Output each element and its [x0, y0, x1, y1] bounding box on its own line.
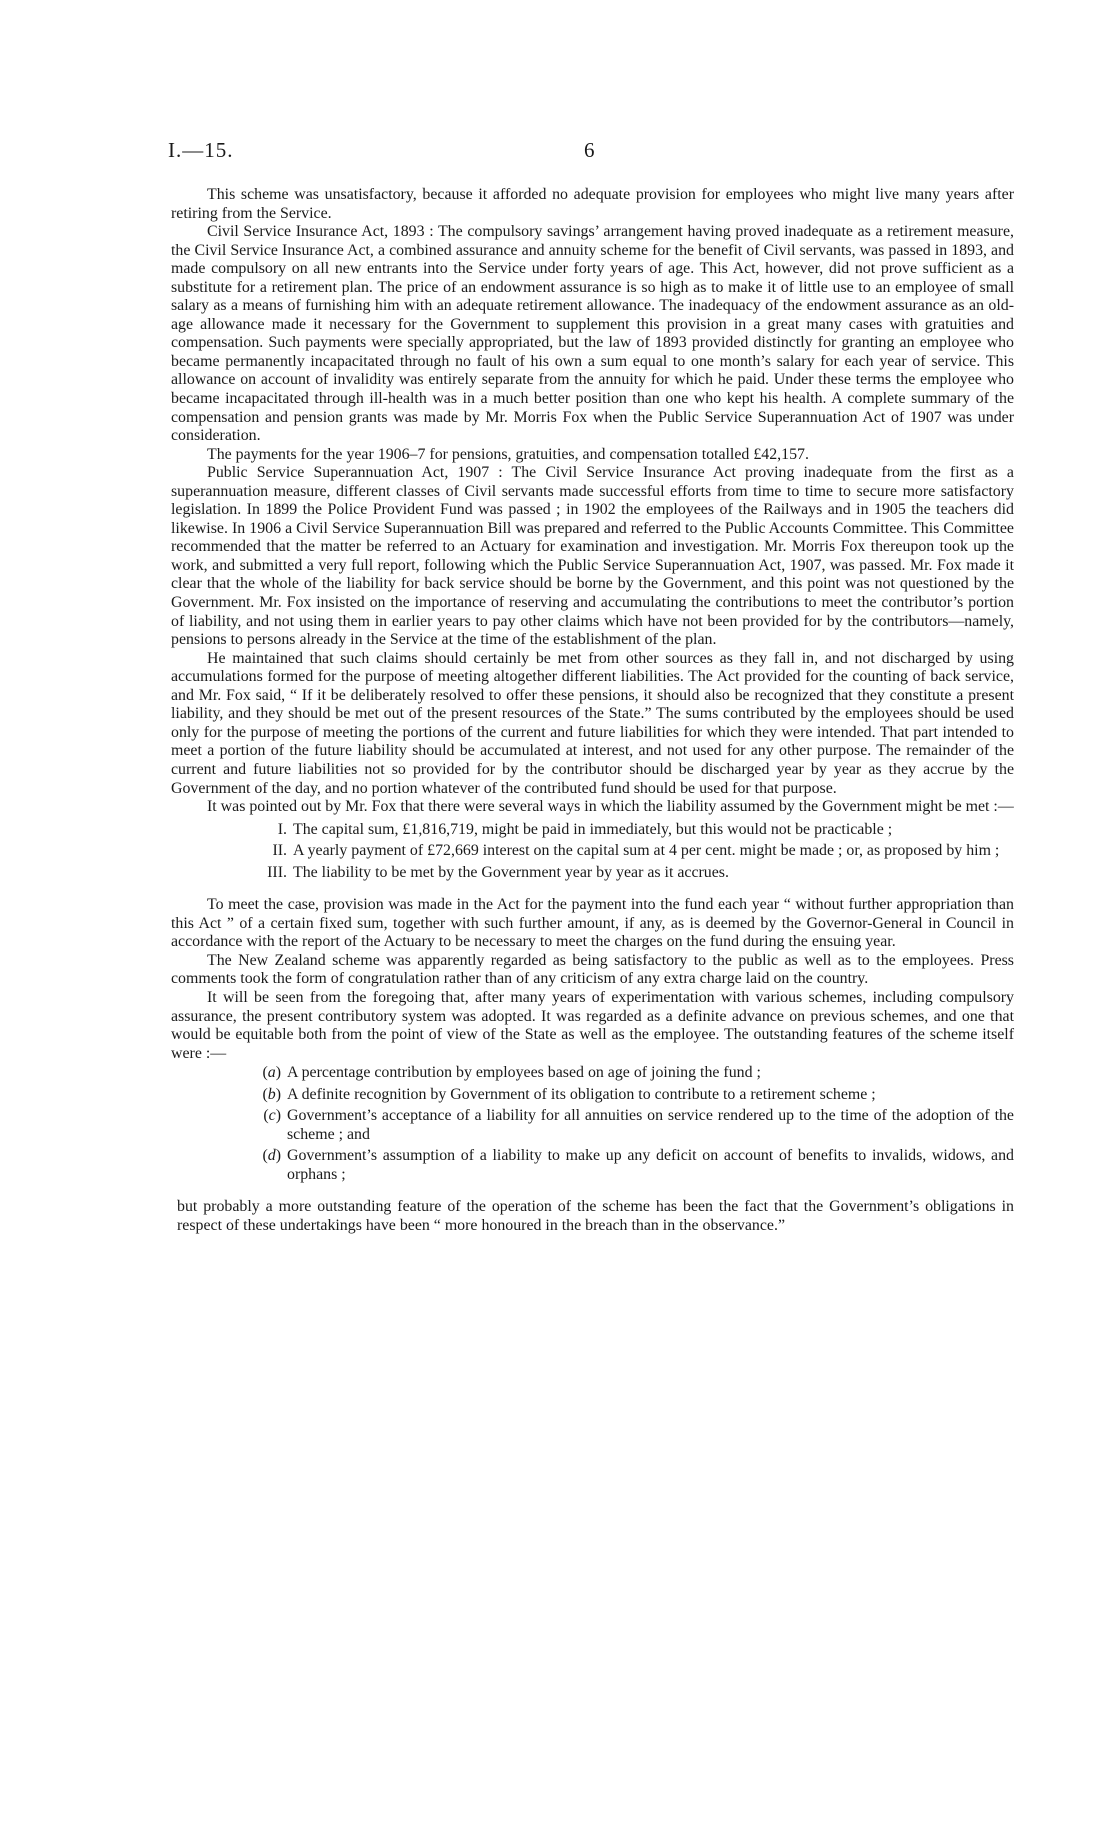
list-label: (a)	[262, 1064, 281, 1082]
list-item	[171, 1147, 1014, 1184]
paragraph: Public Service Superannuation Act, 1907 : The Civil Service Insurance Act proving inadequate from the first as a superannuation measure, different classes of Civil servants made successful efforts from time to time to secure more satisfactory legislation. In 1899 the Police Provident Fund was passed ; in 1902 the employees of the Railways and in 1905 the teachers did likewise. In 1906 a Civil Service Superannuation Bill was prepared and referred to the Public Accounts Committee. This Committee recommended that the matter be referred to an Actuary for examination and investigation. Mr. Morris Fox thereupon took up the work, and submitted a very full report, following which the Public Service Superannuation Act, 1907, was passed. Mr. Fox made it clear that the whole of the liability for back service should be borne by the Government, and this point was not questioned by the Government. Mr. Fox insisted on the importance of reserving and accumulating the contributions to meet the contributor’s portion of liability, and not using them in earlier years to pay other claims which have not been provided for by the contributors—namely, pensions to persons already in the Service at the time of the establishment of the plan.	[171, 464, 1014, 649]
list-item-text: A yearly payment of £72,669 interest on the capital sum at 4 per cent. might be made ; or, as proposed by him ;	[293, 842, 1000, 860]
list-item	[171, 1064, 1014, 1083]
paragraph: It was pointed out by Mr. Fox that there were several ways in which the liability assumed by the Government might be met :—	[207, 798, 1014, 816]
list-item-text: Government’s assumption of a liability to make up any deficit on account of benefits to invalids, widows, and orphans ;	[287, 1147, 1014, 1183]
list-numeral: II.	[272, 842, 287, 860]
paragraph: The New Zealand scheme was apparently regarded as being satisfactory to the public as well as to the employees. Press comments took the form of congratulation rather than of any criticism of any extra charge laid on the country.	[171, 951, 1014, 988]
paragraph: To meet the case, provision was made in the Act for the payment into the fund each year “ without further appropriation than this Act ” of a certain fixed sum, together with such further amount, if any, as is deemed by the Governor-General in Council in accordance with the report of the Actuary to be necessary to meet the charges on the fund during the ensuing year.	[171, 896, 1014, 951]
list-item	[171, 821, 1014, 840]
document-reference: I.—15.	[168, 138, 234, 162]
page-header	[168, 138, 986, 168]
list-numeral: III.	[267, 863, 287, 881]
list-label: (d)	[262, 1147, 281, 1165]
list-label: (b)	[262, 1085, 281, 1103]
list-item-text: The capital sum, £1,816,719, might be paid in immediately, but this would not be practicable ;	[293, 820, 893, 838]
paragraph: Civil Service Insurance Act, 1893 : The compulsory savings’ arrangement having proved inadequate as a retirement measure, the Civil Service Insurance Act, a combined assurance and annuity scheme for the benefit of Civil servants, was passed in 1893, and made compulsory on all new entrants into the Service under forty years of age. This Act, however, did not prove sufficient as a substitute for a retirement plan. The price of an endowment assurance is so high as to make it of little use to an employee of small salary as a means of furnishing him with an adequate retirement allowance. The inadequacy of the endowment assurance as an old-age allowance made it necessary for the Government to supplement this provision in a great many cases with gratuities and compensation. Such payments were specially appropriated, but the law of 1893 provided distinctly for granting an employee who became permanently incapacitated through no fault of his own a sum equal to one month’s salary for each year of service. This allowance on account of invalidity was entirely separate from the annuity for which he paid. Under these terms the employee who became incapacitated through ill-health was in a much better position than one who kept his health. A complete summary of the compensation and pension grants was made by Mr. Morris Fox when the Public Service Superannuation Act of 1907 was under consideration.	[171, 223, 1014, 445]
list-label: (c)	[263, 1107, 281, 1125]
paragraph: This scheme was unsatisfactory, because it afforded no adequate provision for employees who might live many years after retiring from the Service.	[171, 186, 1014, 222]
list-item-text: Government’s acceptance of a liability for all annuities on service rendered up to the time of the adoption of the scheme ; and	[287, 1107, 1014, 1143]
list-item	[171, 842, 1014, 861]
list-item	[171, 1086, 1014, 1105]
list-item-text: The liability to be met by the Government year by year as it accrues.	[293, 863, 729, 881]
list-item	[171, 864, 1014, 883]
paragraph: He maintained that such claims should certainly be met from other sources as they fall in, and not discharged by using accumulations formed for the purpose of meeting altogether different liabilities. The Act provided for the counting of back service, and Mr. Fox said, “ If it be deliberately resolved to offer these pensions, it should also be recognized that they constitute a present liability, and they should be met out of the present resources of the State.” The sums contributed by the employees should be used only for the purpose of meeting the portions of the current and future liabilities for which they were intended. That part intended to meet a portion of the future liability should be accumulated at interest, and not used for any other purpose. The remainder of the current and future liabilities not so provided for by the contributor should be discharged year by year as they accrue by the Government of the day, and no portion whatever of the contributed fund should be used for that purpose.	[171, 649, 1014, 797]
paragraph: The payments for the year 1906–7 for pensions, gratuities, and compensation totalled £42,157.	[207, 445, 809, 463]
closing-paragraph: but probably a more outstanding feature of the operation of the scheme has been the fact that the Government’s obligations in respect of these undertakings have been “ more honoured in the breach than in the observance.”	[177, 1198, 1014, 1234]
scheme-features-list	[171, 1064, 1014, 1184]
list-item-text: A percentage contribution by employees based on age of joining the fund ;	[287, 1064, 761, 1082]
document-body	[171, 186, 1014, 1236]
liability-options-list	[171, 821, 1014, 883]
list-numeral: I.	[277, 820, 287, 838]
list-item	[171, 1107, 1014, 1144]
page-number: 6	[584, 138, 595, 162]
list-item-text: A definite recognition by Government of its obligation to contribute to a retirement scheme ;	[287, 1085, 876, 1103]
paragraph: It will be seen from the foregoing that, after many years of experimentation with various schemes, including compulsory assurance, the present contributory system was adopted. It was regarded as a definite advance on previous schemes, and one that would be equitable both from the point of view of the State as well as the employee. The outstanding features of the scheme itself were :—	[171, 988, 1014, 1062]
